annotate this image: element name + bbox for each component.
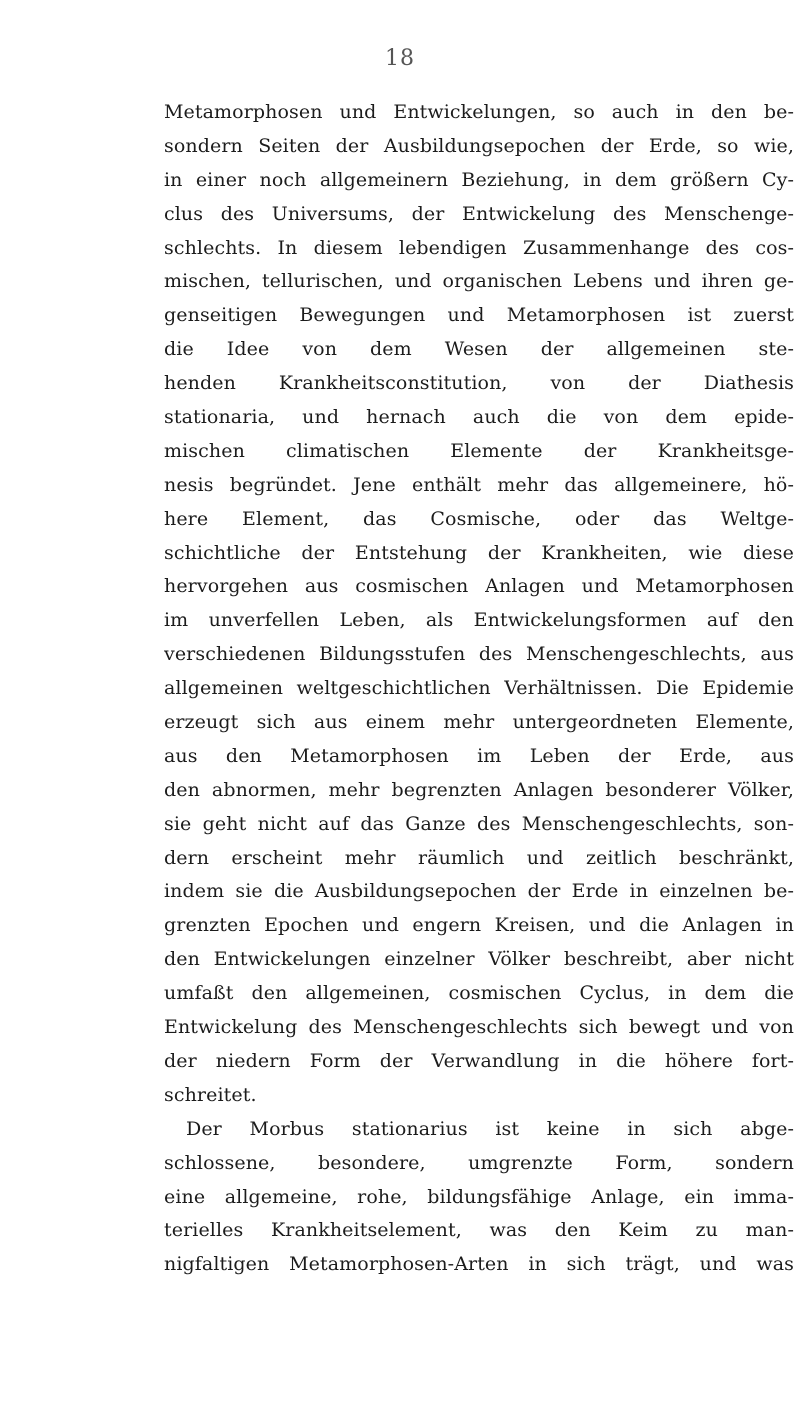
- text-line: Der Morbus stationarius ist keine in sich abge-: [186, 1117, 794, 1140]
- text-line: der niedern Form der Verwandlung in die höhere fort-: [164, 1049, 794, 1072]
- text-line: schreitet.: [164, 1083, 257, 1106]
- text-line: indem sie die Ausbildungsepochen der Erde in einzelnen be-: [164, 880, 794, 903]
- text-line: stationaria, und hernach auch die von dem epide-: [164, 406, 794, 429]
- text-line: den Entwickelungen einzelner Völker beschreibt, aber nicht: [164, 948, 794, 971]
- text-line: schlossene, besondere, umgrenzte Form, sondern: [164, 1151, 794, 1174]
- text-line: schlechts. In diesem lebendigen Zusammenhange des cos-: [164, 236, 794, 259]
- body-text: [164, 96, 794, 1282]
- text-line: dern erscheint mehr räumlich und zeitlich beschränkt,: [164, 846, 794, 869]
- text-line: terielles Krankheitselement, was den Keim zu man-: [164, 1219, 794, 1242]
- text-line: here Element, das Cosmische, oder das Weltge-: [164, 507, 794, 530]
- text-line: verschiedenen Bildungsstufen des Menschengeschlechts, aus: [164, 643, 794, 666]
- text-line: die Idee von dem Wesen der allgemeinen ste-: [164, 338, 794, 361]
- text-line: aus den Metamorphosen im Leben der Erde, aus: [164, 744, 794, 767]
- text-line: nesis begründet. Jene enthält mehr das allgemeinere, hö-: [164, 473, 794, 496]
- text-line: im unverfellen Leben, als Entwickelungsformen auf den: [164, 609, 794, 632]
- text-line: sie geht nicht auf das Ganze des Menschengeschlechts, son-: [164, 812, 794, 835]
- text-line: clus des Universums, der Entwickelung des Menschenge-: [164, 202, 794, 225]
- text-line: eine allgemeine, rohe, bildungsfähige Anlage, ein imma-: [164, 1185, 794, 1208]
- text-line: genseitigen Bewegungen und Metamorphosen ist zuerst: [164, 304, 794, 327]
- text-line: den abnormen, mehr begrenzten Anlagen besonderer Völker,: [164, 778, 794, 801]
- text-line: Entwickelung des Menschengeschlechts sich bewegt und von: [164, 1016, 794, 1039]
- text-line: in einer noch allgemeinern Beziehung, in dem größern Cy-: [164, 168, 794, 191]
- text-line: erzeugt sich aus einem mehr untergeordneten Elemente,: [164, 711, 794, 734]
- text-line: umfaßt den allgemeinen, cosmischen Cyclus, in dem die: [164, 982, 794, 1005]
- text-line: sondern Seiten der Ausbildungsepochen der Erde, so wie,: [164, 134, 794, 157]
- text-line: grenzten Epochen und engern Kreisen, und die Anlagen in: [164, 914, 794, 937]
- text-line: henden Krankheitsconstitution, von der Diathesis: [164, 372, 794, 395]
- text-line: mischen climatischen Elemente der Krankheitsge-: [164, 439, 794, 462]
- page-number: 18: [385, 46, 415, 71]
- text-line: Metamorphosen und Entwickelungen, so auch in den be-: [164, 101, 794, 123]
- text-line: nigfaltigen Metamorphosen-Arten in sich trägt, und was: [164, 1253, 794, 1276]
- text-line: schichtliche der Entstehung der Krankheiten, wie diese: [164, 541, 794, 564]
- text-line: allgemeinen weltgeschichtlichen Verhältnissen. Die Epidemie: [164, 677, 794, 700]
- text-line: mischen, tellurischen, und organischen Lebens und ihren ge-: [164, 270, 794, 293]
- text-line: hervorgehen aus cosmischen Anlagen und Metamorphosen: [164, 575, 794, 598]
